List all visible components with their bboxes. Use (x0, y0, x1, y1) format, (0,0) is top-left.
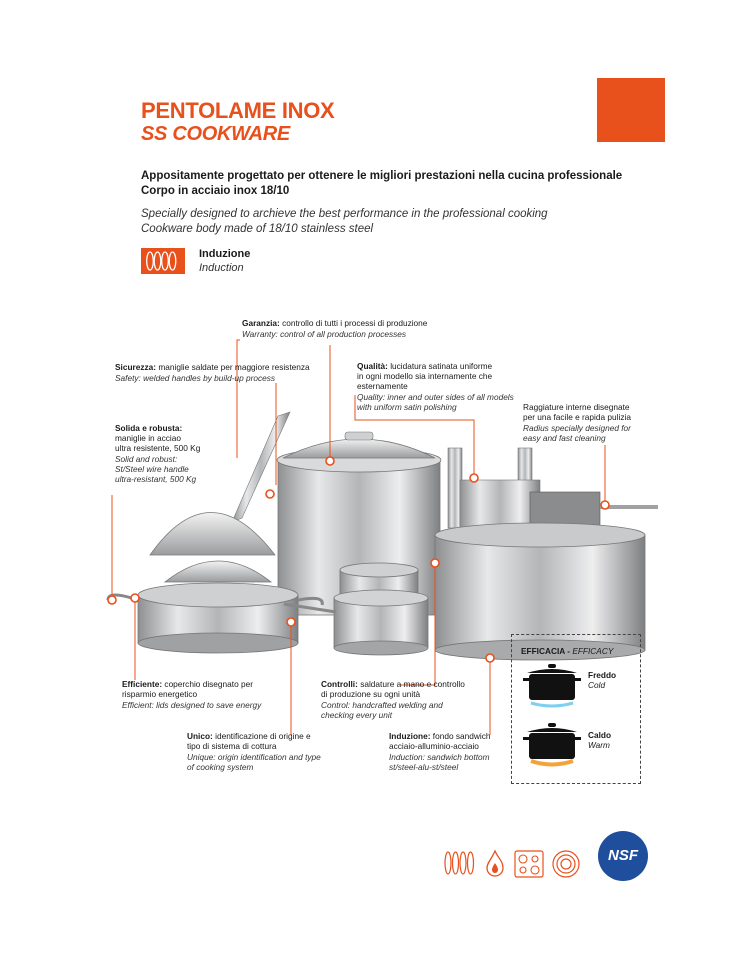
callout-text-en: Control: handcrafted welding and (321, 700, 443, 710)
induction-icon (442, 848, 478, 878)
description-it-line: Corpo in acciaio inox 18/10 (141, 185, 290, 197)
callout-text: maniglie saldate per maggiore resistenza (158, 362, 310, 372)
callout-text: ultra resistente, 500 Kg (115, 443, 201, 453)
callout-efficiente (122, 679, 261, 710)
callout-title: Qualità: (357, 361, 388, 371)
callout-title: Efficiente: (122, 679, 163, 689)
callout-text-en: of cooking system (187, 762, 254, 772)
callout-qualita (357, 361, 527, 412)
callout-text-en: Unique: origin identification and type (187, 752, 321, 762)
callout-unico (187, 731, 321, 772)
efficacy-title-en: EFFICACY (572, 646, 614, 656)
warm-label-en: Warm (588, 740, 610, 750)
description-it-line: Appositamente progettato per ottenere le migliori prestazioni nella cucina professionale (141, 170, 623, 182)
callout-text: Raggiature interne disegnate (523, 402, 630, 412)
callout-text-en: Warranty: control of all production processes (242, 329, 407, 339)
callout-text: in ogni modello sia internamente che (357, 371, 493, 381)
callout-text: di produzione su ogni unità (321, 689, 421, 699)
callout-sicurezza (115, 362, 310, 383)
nsf-logo: NSF (598, 831, 648, 881)
callout-text: acciaio-alluminio-acciaio (389, 741, 479, 751)
callout-title: Controlli: (321, 679, 358, 689)
callout-title: Garanzia: (242, 318, 280, 328)
efficacy-title-it: EFFICACIA (521, 646, 565, 656)
efficacy-title: EFFICACIA - EFFICACY (521, 646, 614, 656)
callout-garanzia (242, 318, 427, 339)
cold-label-en: Cold (588, 680, 606, 690)
warm-label (588, 730, 611, 750)
callout-title: Induzione: (389, 731, 431, 741)
callout-raggiature (523, 402, 631, 443)
callout-text-en: Solid and robust: (115, 454, 178, 464)
callout-text: identificazione di origine e (215, 731, 311, 741)
callout-controlli (321, 679, 465, 720)
page-subtitle: SS COOKWARE (141, 123, 290, 145)
description-en-line: Specially designed to archieve the best performance in the professional cooking (141, 208, 548, 220)
callout-text-en: Safety: welded handles by build-up process (115, 373, 276, 383)
callout-text-en: checking every unit (321, 710, 393, 720)
cold-label (588, 670, 616, 690)
callout-text-en: easy and fast cleaning (523, 433, 606, 443)
callout-text: coperchio disegnato per (164, 679, 253, 689)
callout-text-en: with uniform satin polishing (357, 402, 457, 412)
warm-label-it: Caldo (588, 730, 612, 740)
callout-text-en: Radius specially designed for (523, 423, 631, 433)
callout-text: fondo sandwich (432, 731, 491, 741)
callout-text: risparmio energetico (122, 689, 198, 699)
callout-text: lucidatura satinata uniforme (390, 361, 493, 371)
callout-text: per una facile e rapida pulizia (523, 412, 631, 422)
callout-text: esternamente (357, 381, 408, 391)
callout-text-en: St/Steel wire handle (115, 464, 189, 474)
callout-text-en: Efficient: lids designed to save energy (122, 700, 262, 710)
callout-text: controllo di tutti i processi di produzione (282, 318, 428, 328)
callout-text-en: st/steel-alu-st/steel (389, 762, 459, 772)
callout-text: maniglie in acciao (115, 433, 181, 443)
callout-text-en: Induction: sandwich bottom (389, 752, 490, 762)
induction-label: Induzione (199, 248, 251, 260)
callout-text: saldature a mano e controllo (360, 679, 465, 689)
warm-pot-icon (521, 722, 583, 770)
callout-title: Solida e robusta: (115, 423, 183, 433)
page-title: PENTOLAME INOX (141, 98, 335, 123)
callout-solida (115, 423, 200, 484)
cold-label-it: Freddo (588, 670, 617, 680)
callout-text-en: Quality: inner and outer sides of all models (357, 392, 514, 402)
callout-induzione (389, 731, 490, 772)
electric-hob-icon (514, 850, 544, 878)
cold-pot-icon (521, 663, 583, 711)
callout-text: tipo di sistema di cottura (187, 741, 277, 751)
radiant-plate-icon (551, 849, 581, 879)
induction-label-en: Induction (199, 262, 244, 274)
callout-text-en: ultra-resistant, 500 Kg (115, 474, 197, 484)
gas-flame-icon (484, 849, 506, 879)
description-en-line: Cookware body made of 18/10 stainless steel (141, 223, 374, 235)
callout-title: Unico: (187, 731, 213, 741)
callout-title: Sicurezza: (115, 362, 157, 372)
